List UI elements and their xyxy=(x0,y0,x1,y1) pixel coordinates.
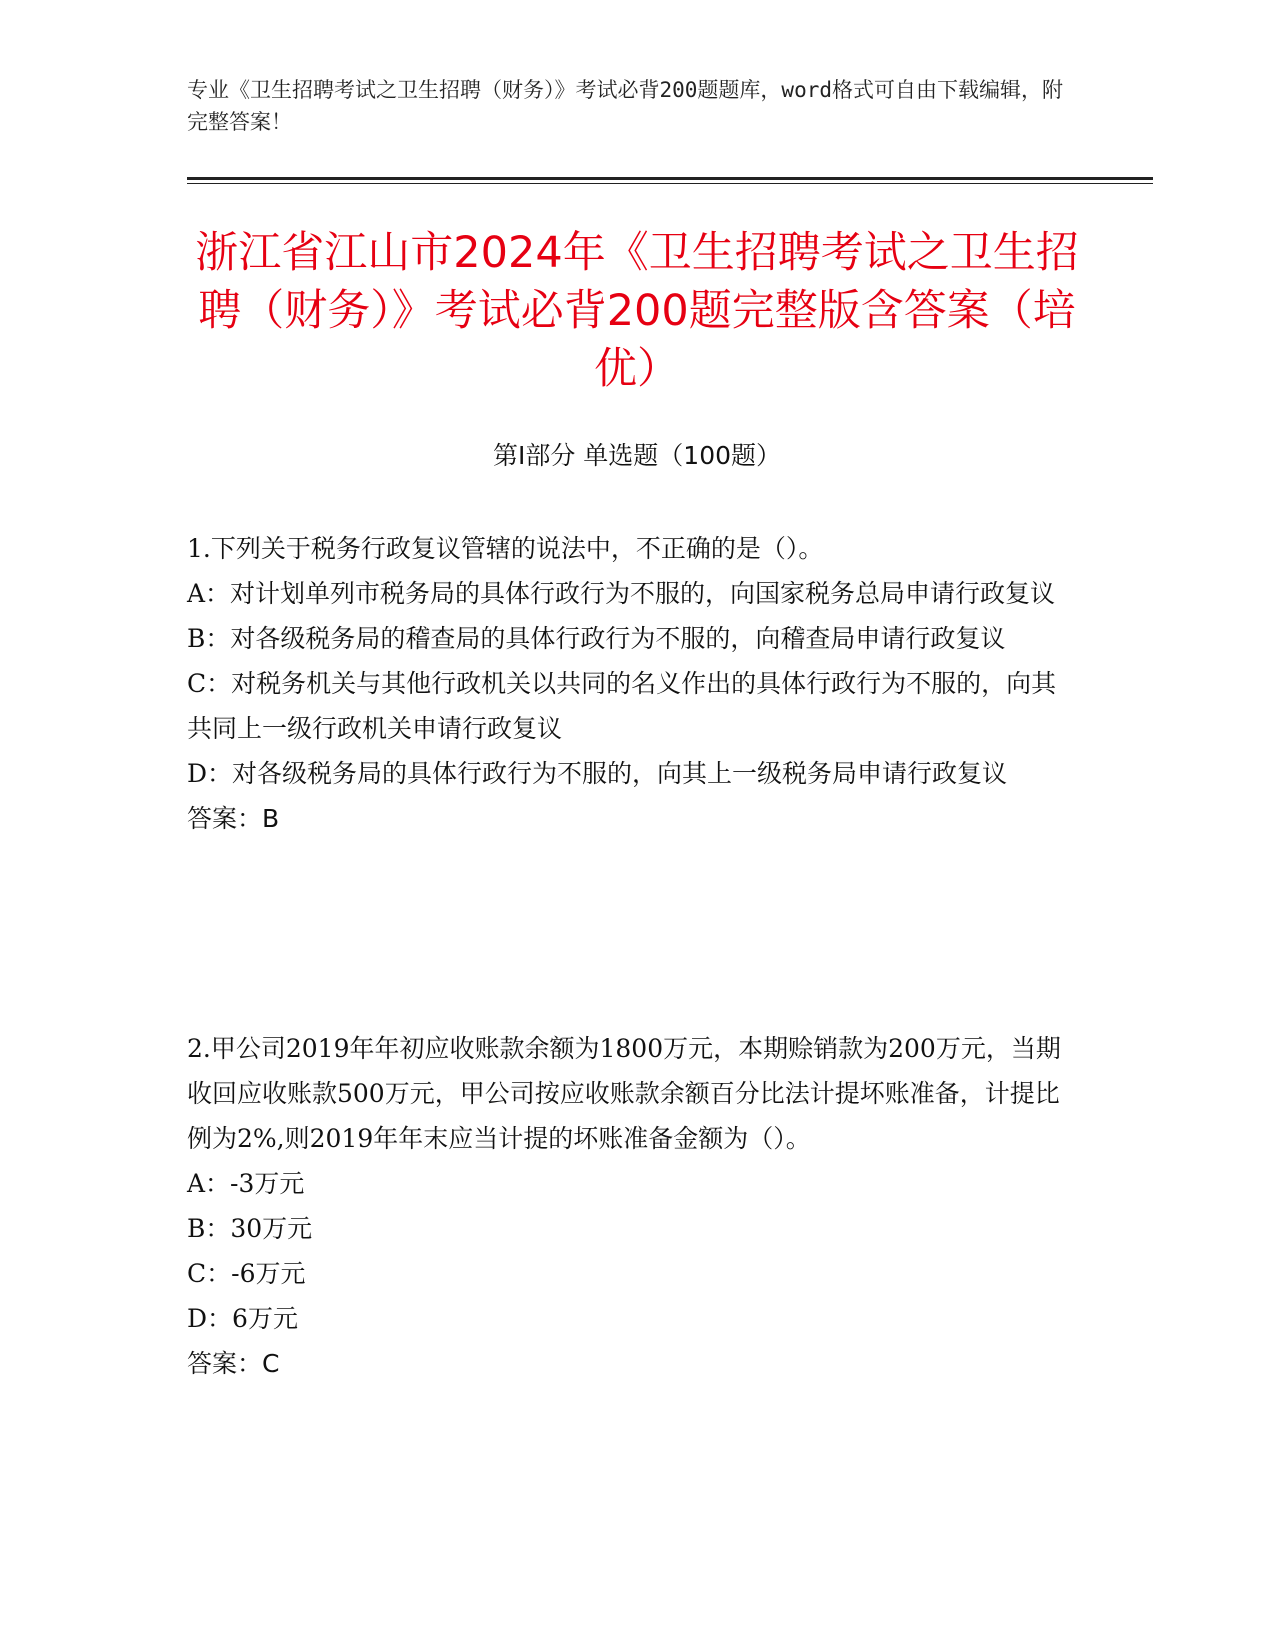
option-b: B：对各级税务局的稽查局的具体行政行为不服的，向稽查局申请行政复议 xyxy=(187,624,1006,653)
option-a: A：-3万元 xyxy=(187,1169,305,1198)
option-c: C：对税务机关与其他行政机关以共同的名义作出的具体行政行为不服的，向其共同上一级行政机关申请行政复议 xyxy=(187,669,1057,743)
option-c: C：-6万元 xyxy=(187,1259,306,1288)
question-stem: 1.下列关于税务行政复议管辖的说法中，不正确的是（）。 xyxy=(187,534,824,563)
answer-label: 答案：B xyxy=(187,804,280,833)
option-a: A：对计划单列市税务局的具体行政行为不服的，向国家税务总局申请行政复议 xyxy=(187,579,1056,608)
option-d: D：6万元 xyxy=(187,1304,298,1333)
option-b: B：30万元 xyxy=(187,1214,313,1243)
question-2 xyxy=(187,1026,1067,1386)
header-rule-thin xyxy=(187,183,1153,184)
question-stem: 2.甲公司2019年年初应收账款余额为1800万元，本期赊销款为200万元，当期收回应收账款500万元，甲公司按应收账款余额百分比法计提坏账准备，计提比例为2%,则2019年年末应当计提的坏账准备金额为（）。 xyxy=(187,1034,1061,1153)
header-note: 专业《卫生招聘考试之卫生招聘（财务）》考试必背200题题库，word格式可自由下载编辑，附完整答案！ xyxy=(187,78,1063,134)
answer-label: 答案：C xyxy=(187,1349,280,1378)
option-d: D：对各级税务局的具体行政行为不服的，向其上一级税务局申请行政复议 xyxy=(187,759,1008,788)
section-heading: 第Ⅰ部分 单选题（100题） xyxy=(492,441,782,470)
header-rule-thick xyxy=(187,177,1153,180)
question-1 xyxy=(187,526,1067,841)
document-title: 浙江省江山市2024年《卫生招聘考试之卫生招聘（财务）》考试必背200题完整版含答案（培优） xyxy=(195,228,1079,394)
